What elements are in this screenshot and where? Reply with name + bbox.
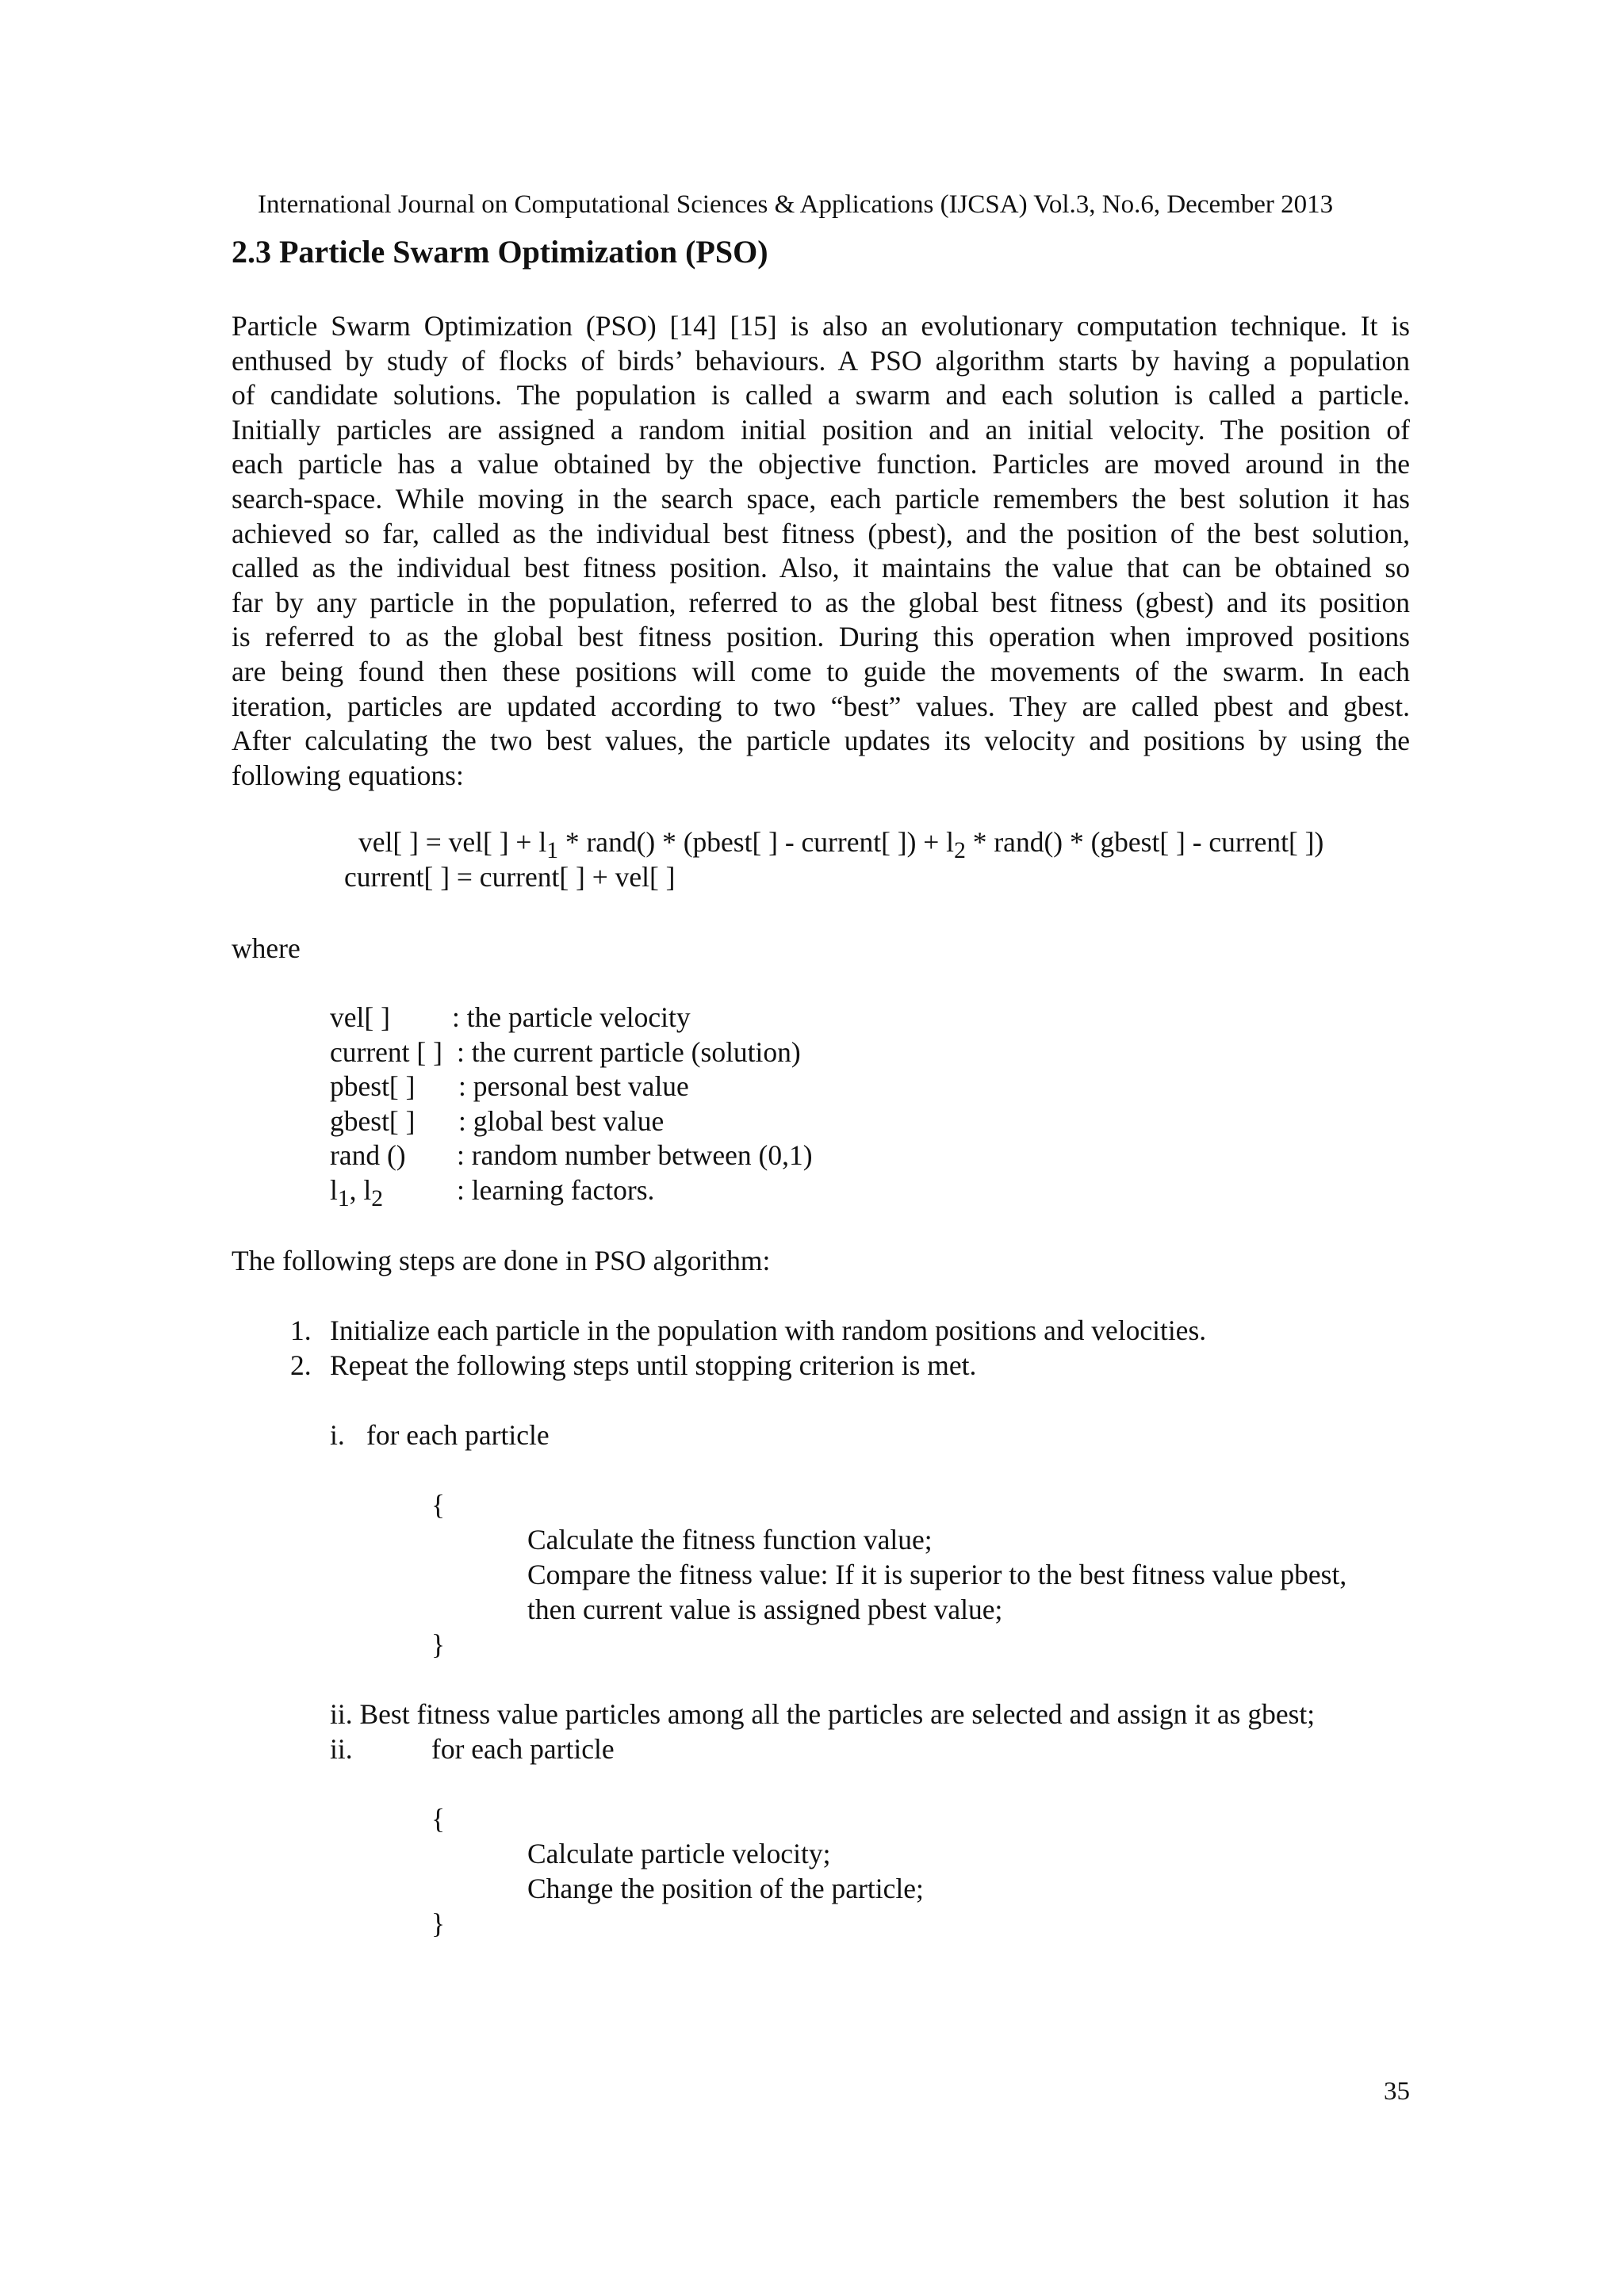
- substep-ii-select: ii. Best fitness value particles among all the particles are selected and assign it as gbest;: [330, 1698, 1316, 1730]
- page-number: 35: [1384, 2077, 1410, 2106]
- paragraph-line: Initially particles are assigned a random initial position and an initial velocity. The position of: [232, 413, 1410, 446]
- paragraph-line: iteration, particles are updated according to two “best” values. They are called pbest and gbest.: [232, 690, 1410, 722]
- paragraph-line: far by any particle in the population, referred to as the global best fitness (gbest) and its position: [232, 586, 1410, 618]
- block1-line: then current value is assigned pbest value;: [527, 1594, 1003, 1625]
- block1-line: Compare the fitness value: If it is superior to the best fitness value pbest,: [527, 1559, 1347, 1590]
- step-1: 1. Initialize each particle in the population with random positions and velocities.: [290, 1314, 1207, 1346]
- block1-close-brace: }: [431, 1628, 446, 1660]
- step-2: 2. Repeat the following steps until stopping criterion is met.: [290, 1349, 977, 1381]
- paragraph-line: each particle has a value obtained by the objective function. Particles are moved around in the: [232, 448, 1410, 480]
- velocity-equation: vel[ ] = vel[ ] + $l_1$ * rand() * (pbest[ ] - current[ ]) + $l_2$ * rand() * (gbest[ ] - current[ ]): [358, 826, 1324, 864]
- paragraph-line: achieved so far, called as the individual best fitness (pbest), and the position of the best solution,: [232, 517, 1410, 549]
- intro-paragraph: [232, 309, 1410, 793]
- block2-line: Change the position of the particle;: [527, 1873, 924, 1904]
- steps-intro: The following steps are done in PSO algorithm:: [232, 1245, 771, 1276]
- block2-open-brace: {: [431, 1803, 446, 1835]
- block2-line: Calculate particle velocity;: [527, 1838, 831, 1869]
- block2-close-brace: }: [431, 1908, 446, 1939]
- paragraph-line: After calculating the two best values, the particle updates its velocity and positions by using the: [232, 725, 1410, 757]
- substep-ii-loop: ii. for each particle: [330, 1733, 615, 1765]
- block1-open-brace: {: [431, 1489, 446, 1521]
- paragraph-line: enthused by study of flocks of birds’ behaviours. A PSO algorithm starts by having a population: [232, 344, 1410, 377]
- paragraph-line: search-space. While moving in the search space, each particle remembers the best solution it has: [232, 482, 1410, 515]
- paragraph-line: called as the individual best fitness position. Also, it maintains the value that can be obtained so: [232, 552, 1410, 584]
- paragraph-line: Particle Swarm Optimization (PSO) [14] [15] is also an evolutionary computation technique. It is: [232, 310, 1410, 342]
- journal-header: International Journal on Computational Sciences & Applications (IJCSA) Vol.3, No.6, December 2013: [258, 190, 1334, 219]
- paragraph-line: of candidate solutions. The population is called a swarm and each solution is called a particle.: [232, 379, 1410, 411]
- substep-i: i. for each particle: [330, 1419, 550, 1451]
- section-title: 2.3 Particle Swarm Optimization (PSO): [232, 234, 768, 270]
- paragraph-line: following equations:: [232, 759, 464, 791]
- where-label: where: [232, 932, 301, 964]
- position-equation: current[ ] = current[ ] + vel[ ]: [344, 861, 676, 893]
- block1-line: Calculate the fitness function value;: [527, 1524, 933, 1556]
- paragraph-line: are being found then these positions will come to guide the movements of the swarm. In each: [232, 655, 1410, 687]
- paragraph-line: is referred to as the global best fitness position. During this operation when improved positions: [232, 621, 1410, 653]
- document-page: International Journal on Computational Sciences & Applications (IJCSA) Vol.3, No.6, December 2013 2.3 Particle Swarm Optimization (PSO) Particle Swarm Optimization (PSO) [14] [15] is also an evolutionary computation technique. It is enthused by study of flocks of birds’ behaviours. A PSO algorithm starts by having a population of candidate solutions. The population is called a swarm and each solution is called a particle. Initially particles are assigned a random initial position and an initial velocity. The position of each particle has a value obtained by the objective function. Particles are moved around in the search-space. While moving in the search space, each particle remembers the best solution it has achieved so far, called as the individual best fitness (pbest), and the position of the best solution, called as the individual best fitness position. Also, it maintains the value that can be obtained so far by any particle in the population, referred to as the global best fitness (gbest) and its position is referred to as the global best fitness position. During this operation when improved positions are being found then these positions will come to guide the movements of the swarm. In each iteration, particles are updated according to two “best” values. They are called pbest and gbest. After calculating the two best values, the particle updates its velocity and positions by using the following equations: vel[ ] = vel[ ] + $l_1$ * rand() * (pbest[ ] - current[ ]) + $l_2$ * rand() * (gbest[ ] - current[ ]) current[ ] = current[ ] + vel[ ] where vel[ ] : the particle velocity current [ ] : the current particle (solution) pbest[ ] : personal best value gbest[ ] : global best value rand () : random number between (0,1) $l_1$, $l_2$ : learning factors. The following steps are done in PSO algorithm: 1. Initialize each particle in the population with random positions and velocities. 2. Repeat the following steps until stopping criterion is met. i. for each particle { Calculate the fitness function value; Compare the fitness value: If it is superior to the best fitness value pbest, then current value is assigned pbest value; } ii. Best fitness value particles among all the particles are selected and assign it as gbest; ii. for each particle { Calculate particle velocity; Change the position of the particle; } 35: [0, 0, 1624, 2296]
